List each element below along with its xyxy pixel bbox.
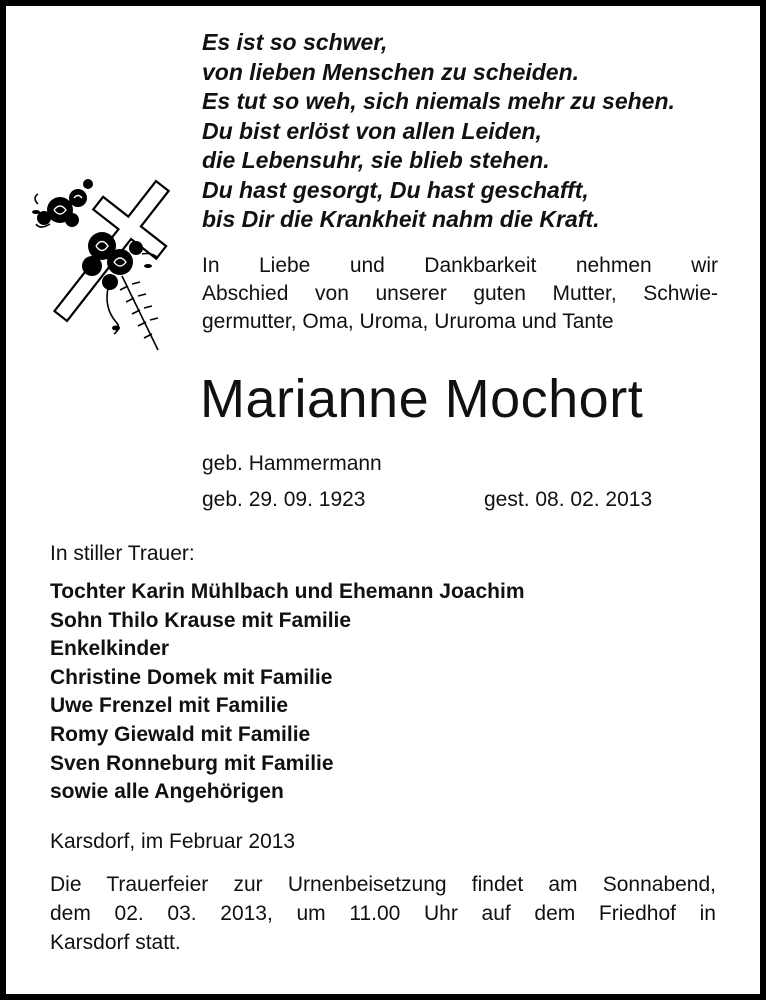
life-dates bbox=[202, 486, 692, 514]
mourner-entry: sowie alle Angehörigen bbox=[50, 780, 284, 804]
mourner-entry: Sohn Thilo Krause mit Familie bbox=[50, 608, 352, 632]
mourner-entry: Enkelkinder bbox=[50, 637, 170, 661]
service-line: Karsdorf statt. bbox=[50, 931, 181, 954]
intro-line: In Liebe und Dankbarkeit nehmen wir bbox=[202, 254, 718, 277]
poem-line: Es tut so weh, sich niemals mehr zu sehen. bbox=[202, 88, 675, 114]
poem-line: Es ist so schwer, bbox=[202, 29, 388, 55]
poem bbox=[202, 28, 742, 235]
intro-line: germutter, Oma, Uroma, Ururoma und Tante bbox=[202, 310, 614, 333]
birth-date: geb. 29. 09. 1923 bbox=[202, 488, 366, 511]
mourners-list bbox=[50, 578, 650, 807]
poem-line: die Lebensuhr, sie blieb stehen. bbox=[202, 147, 550, 173]
maiden-name: geb. Hammermann bbox=[202, 452, 382, 475]
funeral-service-info bbox=[50, 870, 716, 957]
place-and-date: Karsdorf, im Februar 2013 bbox=[50, 830, 296, 853]
mourner-entry: Uwe Frenzel mit Familie bbox=[50, 694, 289, 718]
poem-line: bis Dir die Krankheit nahm die Kraft. bbox=[202, 206, 600, 232]
mourner-entry: Christine Domek mit Familie bbox=[50, 665, 333, 689]
intro-line: Abschied von unserer guten Mutter, Schwie- bbox=[202, 282, 718, 305]
service-line: dem 02. 03. 2013, um 11.00 Uhr auf dem Friedhof in bbox=[50, 902, 716, 925]
intro-text bbox=[202, 252, 718, 336]
mourner-entry: Romy Giewald mit Familie bbox=[50, 722, 311, 746]
poem-line: Du bist erlöst von allen Leiden, bbox=[202, 117, 542, 144]
poem-line: Du hast gesorgt, Du hast geschafft, bbox=[202, 176, 589, 203]
mourner-entry: Tochter Karin Mühlbach und Ehemann Joachim bbox=[50, 580, 525, 603]
mourners-label: In stiller Trauer: bbox=[50, 542, 195, 565]
deceased-name: Marianne Mochort bbox=[200, 369, 644, 429]
mourner-entry: Sven Ronneburg mit Familie bbox=[50, 751, 334, 775]
service-line: Die Trauerfeier zur Urnenbeisetzung findet am Sonnabend, bbox=[50, 873, 716, 896]
death-date: gest. 08. 02. 2013 bbox=[484, 488, 653, 511]
poem-line: von lieben Menschen zu scheiden. bbox=[202, 58, 580, 85]
cross-with-roses-icon bbox=[30, 158, 170, 358]
